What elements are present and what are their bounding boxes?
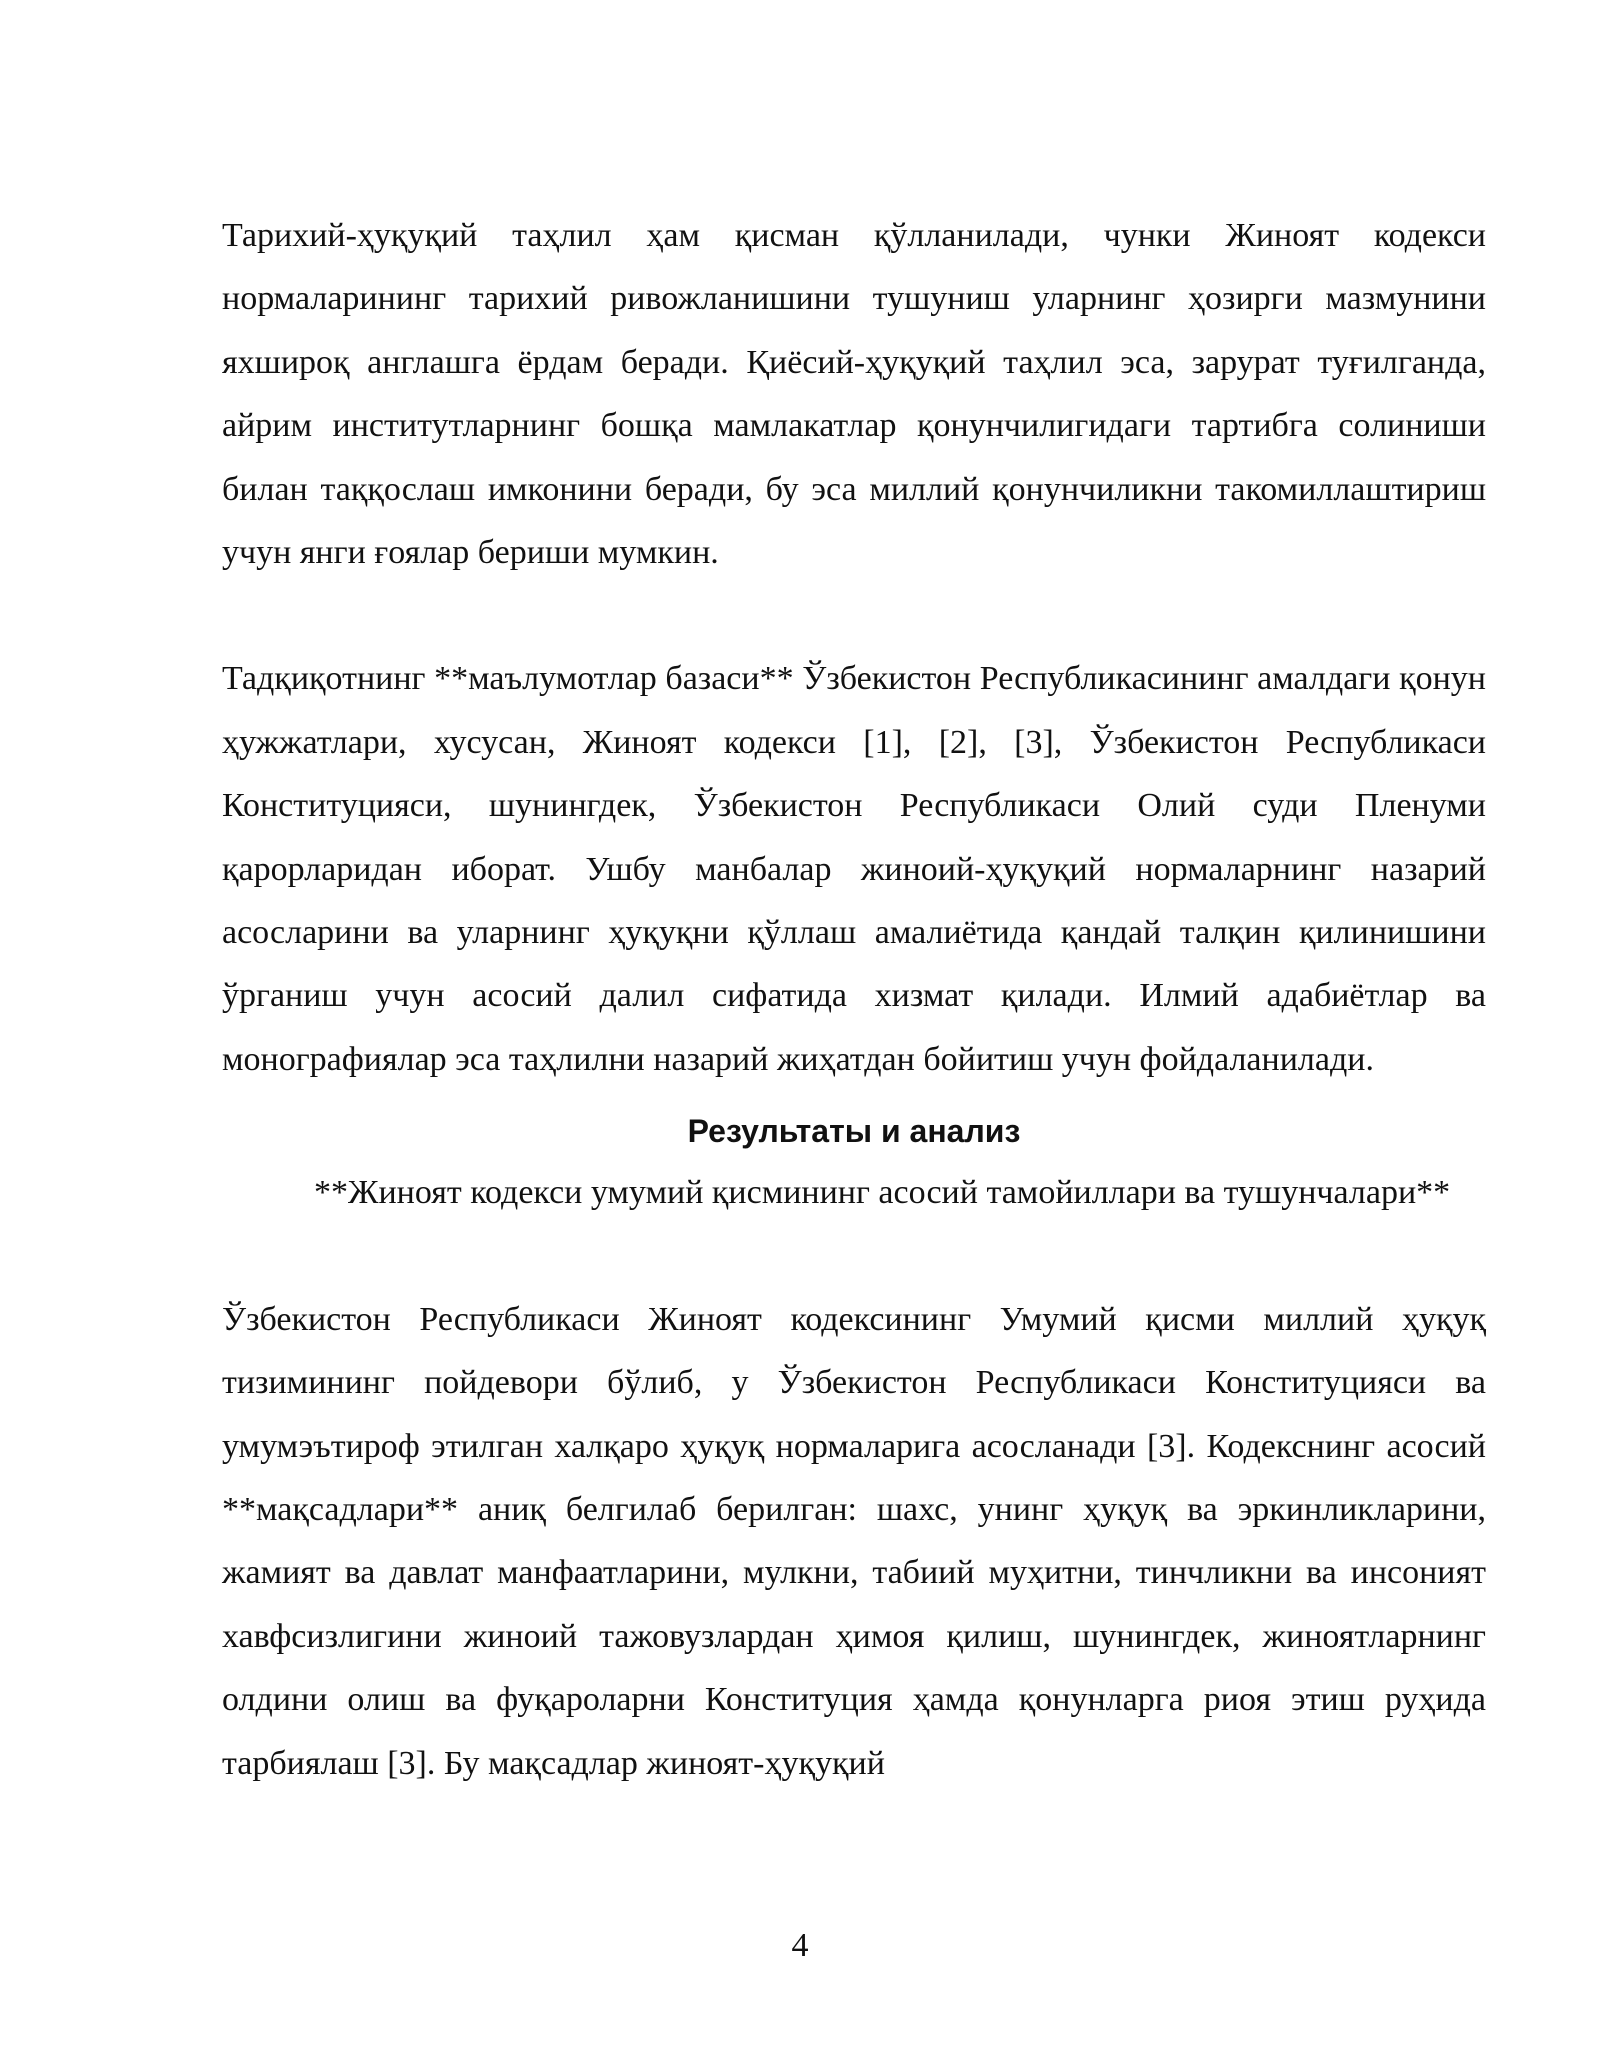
page-number: 4 xyxy=(791,1927,809,1964)
paragraph-database: Тадқиқотнинг **маълумотлар базаси** Ўзбекистон Республикасининг амалдаги қонун ҳужжатлари, хусусан, Жиноят кодекси [1], [2], [3], Ўзбекистон Республикаси Конституцияси, шунингдек, Ўзбекистон Республикаси Олий суди Пленуми қарорларидан иборат. Ушбу манбалар жиноий-ҳуқуқий нормаларнинг назарий асосларини ва уларнинг ҳуқуқни қўллаш амалиётида қандай талқин қилинишини ўрганиш учун асосий далил сифатида хизмат қилади. Илмий адабиётлар ва монографиялар эса таҳлилни назарий жиҳатдан бойитиш учун фойдаланилади. xyxy=(222,660,1486,1078)
section-heading: Результаты и анализ xyxy=(687,1113,1021,1150)
subheading-principles: **Жиноят кодекси умумий қисмининг асосий тамойиллари ва тушунчалари** xyxy=(314,1174,1451,1212)
paragraph-historical-analysis: Тарихий-ҳуқуқий таҳлил ҳам қисман қўлланилади, чунки Жиноят кодекси нормаларининг тарихий ривожланишини тушуниш уларнинг ҳозирги мазмунини яхшироқ англашга ёрдам беради. Қиёсий-ҳуқуқий таҳлил эса, зарурат туғилганда, айрим институтларнинг бошқа мамлакатлар қонунчилигидаги тартибга солиниши билан таққослаш имконини беради, бу эса миллий қонунчиликни такомиллаштириш учун янги ғоялар бериши мумкин. xyxy=(222,217,1486,572)
document-body xyxy=(222,204,1486,1795)
paragraph-general-part: Ўзбекистон Республикаси Жиноят кодексининг Умумий қисми миллий ҳуқуқ тизимининг пойдевори бўлиб, у Ўзбекистон Республикаси Конституцияси ва умумэътироф этилган халқаро ҳуқуқ нормаларига асосланади [3]. Кодекснинг асосий **мақсадлари** аниқ белгилаб берилган: шахс, унинг ҳуқуқ ва эркинликларини, жамият ва давлат манфаатларини, мулкни, табиий муҳитни, тинчликни ва инсоният хавфсизлигини жиноий тажовузлардан ҳимоя қилиш, шунингдек, жиноятларнинг олдини олиш ва фуқароларни Конституция ҳамда қонунларга риоя этиш руҳида тарбиялаш [3]. Бу мақсадлар жиноят-ҳуқуқий xyxy=(222,1300,1486,1782)
